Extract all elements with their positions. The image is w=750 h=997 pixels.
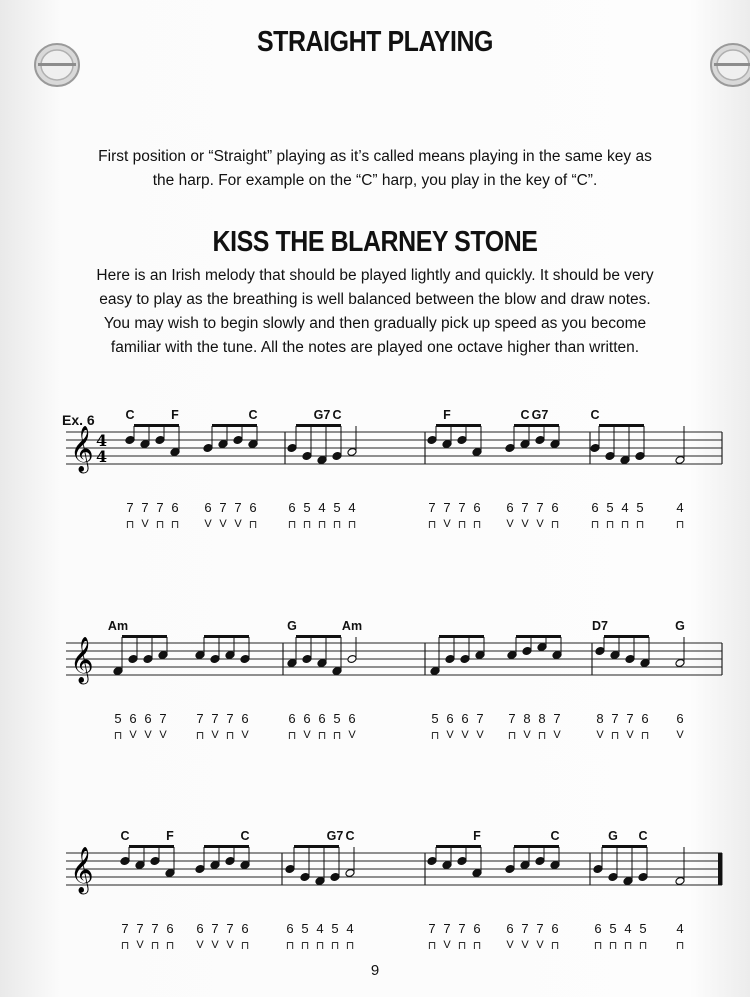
blow-mark: ⊓ [638, 940, 648, 952]
blow-mark: ⊓ [302, 519, 312, 531]
blow-mark: ⊓ [248, 519, 258, 531]
tab-hole-number: 4 [621, 500, 629, 515]
blow-mark: ⊓ [165, 940, 175, 952]
draw-mark: V [553, 729, 561, 741]
tab-hole-number: 7 [159, 711, 167, 726]
blow-mark: ⊓ [550, 940, 560, 952]
blow-mark: ⊓ [240, 940, 250, 952]
tab-hole-number: 7 [626, 711, 634, 726]
tab-hole-number: 6 [144, 711, 152, 726]
beam [134, 424, 179, 427]
chord-symbol: C [520, 408, 530, 422]
draw-mark: V [226, 939, 234, 951]
intro-paragraph [40, 145, 710, 193]
tab-hole-number: 5 [609, 921, 617, 936]
treble-clef-icon: 𝄞 [70, 637, 94, 683]
blow-mark: ⊓ [287, 730, 297, 742]
tab-hole-number: 5 [639, 921, 647, 936]
beam [602, 845, 647, 848]
tab-hole-number: 5 [303, 500, 311, 515]
tab-hole-number: 6 [171, 500, 179, 515]
beam [296, 635, 341, 638]
draw-mark: V [506, 939, 514, 951]
tab-hole-number: 7 [156, 500, 164, 515]
blow-mark: ⊓ [113, 730, 123, 742]
draw-mark: V [159, 729, 167, 741]
chord-symbol: G7 [313, 408, 331, 422]
beam [122, 635, 167, 638]
blow-mark: ⊓ [550, 519, 560, 531]
draw-mark: V [211, 939, 219, 951]
example-label: Ex. 6 [62, 412, 95, 428]
time-signature-top: 4 [96, 431, 108, 450]
tab-hole-number: 5 [333, 500, 341, 515]
description-line: easy to play as the breathing is well balanced between the blow and draw notes. [99, 291, 651, 308]
tab-hole-number: 4 [348, 500, 356, 515]
beam [514, 424, 559, 427]
tab-hole-number: 6 [473, 921, 481, 936]
tab-hole-number: 6 [129, 711, 137, 726]
tab-hole-number: 6 [641, 711, 649, 726]
draw-mark: V [241, 729, 249, 741]
draw-mark: V [211, 729, 219, 741]
beam [204, 635, 249, 638]
tab-hole-number: 4 [346, 921, 354, 936]
draw-mark: V [443, 518, 451, 530]
blow-mark: ⊓ [537, 730, 547, 742]
blow-mark: ⊓ [457, 940, 467, 952]
blow-mark: ⊓ [332, 519, 342, 531]
chord-symbol: F [443, 408, 451, 422]
tab-hole-number: 6 [288, 711, 296, 726]
blow-mark: ⊓ [347, 519, 357, 531]
draw-mark: V [626, 729, 634, 741]
draw-mark: V [676, 729, 684, 741]
blow-mark: ⊓ [317, 730, 327, 742]
description-line: You may wish to begin slowly and then gradually pick up speed as you become [103, 315, 647, 332]
draw-mark: V [446, 729, 454, 741]
tab-hole-number: 5 [636, 500, 644, 515]
beam [129, 845, 174, 848]
draw-mark: V [136, 939, 144, 951]
tab-hole-number: 6 [551, 500, 559, 515]
draw-mark: V [461, 729, 469, 741]
tab-hole-number: 5 [331, 921, 339, 936]
beam [436, 424, 481, 427]
draw-mark: V [234, 518, 242, 530]
tab-hole-number: 4 [316, 921, 324, 936]
chord-symbol: Am [107, 619, 129, 633]
chord-symbol: G7 [326, 829, 344, 843]
tab-hole-number: 6 [461, 711, 469, 726]
tab-hole-number: 4 [624, 921, 632, 936]
chord-symbol: C [550, 829, 560, 843]
tab-hole-number: 7 [443, 921, 451, 936]
tab-hole-number: 5 [431, 711, 439, 726]
tab-hole-number: 4 [318, 500, 326, 515]
blow-mark: ⊓ [640, 730, 650, 742]
blow-mark: ⊓ [675, 940, 685, 952]
song-title: KISS THE BLARNEY STONE [212, 226, 538, 258]
time-signature-bottom: 4 [96, 447, 108, 466]
tab-hole-number: 5 [114, 711, 122, 726]
blow-mark: ⊓ [427, 519, 437, 531]
blow-mark: ⊓ [605, 519, 615, 531]
chord-symbol: C [240, 829, 250, 843]
beam [204, 845, 249, 848]
draw-mark: V [141, 518, 149, 530]
chord-symbol: C [345, 829, 355, 843]
tab-hole-number: 6 [249, 500, 257, 515]
draw-mark: V [506, 518, 514, 530]
music-staff [0, 833, 750, 903]
blow-mark: ⊓ [472, 940, 482, 952]
tab-hole-number: 5 [606, 500, 614, 515]
beam [514, 845, 559, 848]
blow-mark: ⊓ [285, 940, 295, 952]
tab-hole-number: 5 [333, 711, 341, 726]
chord-symbol: G [675, 619, 685, 633]
tab-hole-number: 4 [676, 921, 684, 936]
beam [212, 424, 257, 427]
draw-mark: V [129, 729, 137, 741]
tab-hole-number: 6 [303, 711, 311, 726]
draw-mark: V [536, 518, 544, 530]
tab-hole-number: 7 [458, 921, 466, 936]
tab-hole-number: 7 [196, 711, 204, 726]
chord-symbol: D7 [592, 619, 608, 633]
draw-mark: V [204, 518, 212, 530]
blow-mark: ⊓ [427, 940, 437, 952]
tab-hole-number: 7 [136, 921, 144, 936]
tab-hole-number: 7 [476, 711, 484, 726]
blow-mark: ⊓ [620, 519, 630, 531]
tab-hole-number: 6 [241, 711, 249, 726]
tab-hole-number: 6 [446, 711, 454, 726]
blow-mark: ⊓ [195, 730, 205, 742]
tab-hole-number: 7 [226, 921, 234, 936]
page-number: 9 [370, 962, 380, 979]
tab-hole-number: 5 [301, 921, 309, 936]
blow-mark: ⊓ [430, 730, 440, 742]
description-line: Here is an Irish melody that should be played lightly and quickly. It should be very [96, 267, 654, 284]
blow-mark: ⊓ [287, 519, 297, 531]
tab-hole-number: 6 [288, 500, 296, 515]
treble-clef-icon: 𝄞 [70, 426, 94, 472]
tab-hole-number: 7 [536, 921, 544, 936]
music-staff [0, 412, 750, 482]
tab-hole-number: 7 [226, 711, 234, 726]
tab-hole-number: 7 [234, 500, 242, 515]
blow-mark: ⊓ [675, 519, 685, 531]
chord-symbol: Am [341, 619, 363, 633]
blow-mark: ⊓ [225, 730, 235, 742]
tab-hole-number: 7 [611, 711, 619, 726]
tab-hole-number: 6 [286, 921, 294, 936]
tab-hole-number: 7 [151, 921, 159, 936]
tab-hole-number: 7 [553, 711, 561, 726]
chord-symbol: G [287, 619, 297, 633]
tab-hole-number: 7 [521, 500, 529, 515]
tab-hole-number: 6 [594, 921, 602, 936]
tab-hole-number: 6 [348, 711, 356, 726]
tab-hole-number: 6 [591, 500, 599, 515]
beam [604, 635, 649, 638]
beam [296, 424, 341, 427]
draw-mark: V [536, 939, 544, 951]
draw-mark: V [144, 729, 152, 741]
tab-hole-number: 7 [211, 921, 219, 936]
draw-mark: V [303, 729, 311, 741]
tab-hole-number: 6 [473, 500, 481, 515]
treble-clef-icon: 𝄞 [70, 847, 94, 893]
chord-symbol: C [125, 408, 135, 422]
blow-mark: ⊓ [457, 519, 467, 531]
tab-hole-number: 4 [676, 500, 684, 515]
chord-symbol: F [473, 829, 481, 843]
tab-hole-number: 7 [141, 500, 149, 515]
blow-mark: ⊓ [507, 730, 517, 742]
tab-hole-number: 6 [196, 921, 204, 936]
tab-hole-number: 8 [538, 711, 546, 726]
tab-hole-number: 6 [506, 921, 514, 936]
draw-mark: V [443, 939, 451, 951]
blow-mark: ⊓ [125, 519, 135, 531]
blow-mark: ⊓ [155, 519, 165, 531]
chord-symbol: C [590, 408, 600, 422]
intro-line: First position or “Straight” playing as it’s called means playing in the same key as [98, 148, 652, 165]
beam [294, 845, 339, 848]
blow-mark: ⊓ [330, 940, 340, 952]
tab-hole-number: 7 [211, 711, 219, 726]
tab-hole-number: 7 [458, 500, 466, 515]
blow-mark: ⊓ [635, 519, 645, 531]
blow-mark: ⊓ [317, 519, 327, 531]
tab-hole-number: 6 [241, 921, 249, 936]
chord-symbol: C [332, 408, 342, 422]
blow-mark: ⊓ [150, 940, 160, 952]
beam [436, 845, 481, 848]
beam [439, 635, 484, 638]
chord-symbol: G [608, 829, 618, 843]
chord-symbol: C [248, 408, 258, 422]
tab-hole-number: 7 [126, 500, 134, 515]
tab-hole-number: 6 [676, 711, 684, 726]
blow-mark: ⊓ [315, 940, 325, 952]
blow-mark: ⊓ [623, 940, 633, 952]
tab-hole-number: 7 [443, 500, 451, 515]
chord-symbol: C [638, 829, 648, 843]
corner-tab-right-icon [708, 40, 750, 90]
draw-mark: V [348, 729, 356, 741]
music-staff [0, 623, 750, 693]
chord-symbol: G7 [531, 408, 549, 422]
draw-mark: V [596, 729, 604, 741]
blow-mark: ⊓ [120, 940, 130, 952]
blow-mark: ⊓ [472, 519, 482, 531]
tab-hole-number: 8 [596, 711, 604, 726]
tab-hole-number: 7 [428, 921, 436, 936]
final-barline [718, 853, 722, 885]
blow-mark: ⊓ [332, 730, 342, 742]
tab-hole-number: 7 [508, 711, 516, 726]
page-title: STRAIGHT PLAYING [256, 26, 494, 58]
blow-mark: ⊓ [590, 519, 600, 531]
chord-symbol: C [120, 829, 130, 843]
draw-mark: V [521, 518, 529, 530]
tab-hole-number: 8 [523, 711, 531, 726]
description-line: familiar with the tune. All the notes are played one octave higher than written. [110, 339, 640, 356]
blow-mark: ⊓ [593, 940, 603, 952]
tab-hole-number: 7 [121, 921, 129, 936]
chord-symbol: F [171, 408, 179, 422]
blow-mark: ⊓ [170, 519, 180, 531]
blow-mark: ⊓ [608, 940, 618, 952]
draw-mark: V [476, 729, 484, 741]
draw-mark: V [196, 939, 204, 951]
tab-hole-number: 7 [428, 500, 436, 515]
tab-hole-number: 6 [506, 500, 514, 515]
song-description [40, 264, 710, 360]
beam [516, 635, 561, 638]
tab-hole-number: 6 [551, 921, 559, 936]
tab-hole-number: 6 [166, 921, 174, 936]
tab-hole-number: 7 [219, 500, 227, 515]
tab-hole-number: 6 [318, 711, 326, 726]
draw-mark: V [219, 518, 227, 530]
blow-mark: ⊓ [300, 940, 310, 952]
chord-symbol: F [166, 829, 174, 843]
tab-hole-number: 6 [204, 500, 212, 515]
draw-mark: V [521, 939, 529, 951]
tab-hole-number: 7 [521, 921, 529, 936]
blow-mark: ⊓ [345, 940, 355, 952]
beam [599, 424, 644, 427]
intro-line: the harp. For example on the “C” harp, you play in the key of “C”. [152, 172, 598, 189]
blow-mark: ⊓ [610, 730, 620, 742]
draw-mark: V [523, 729, 531, 741]
tab-hole-number: 7 [536, 500, 544, 515]
